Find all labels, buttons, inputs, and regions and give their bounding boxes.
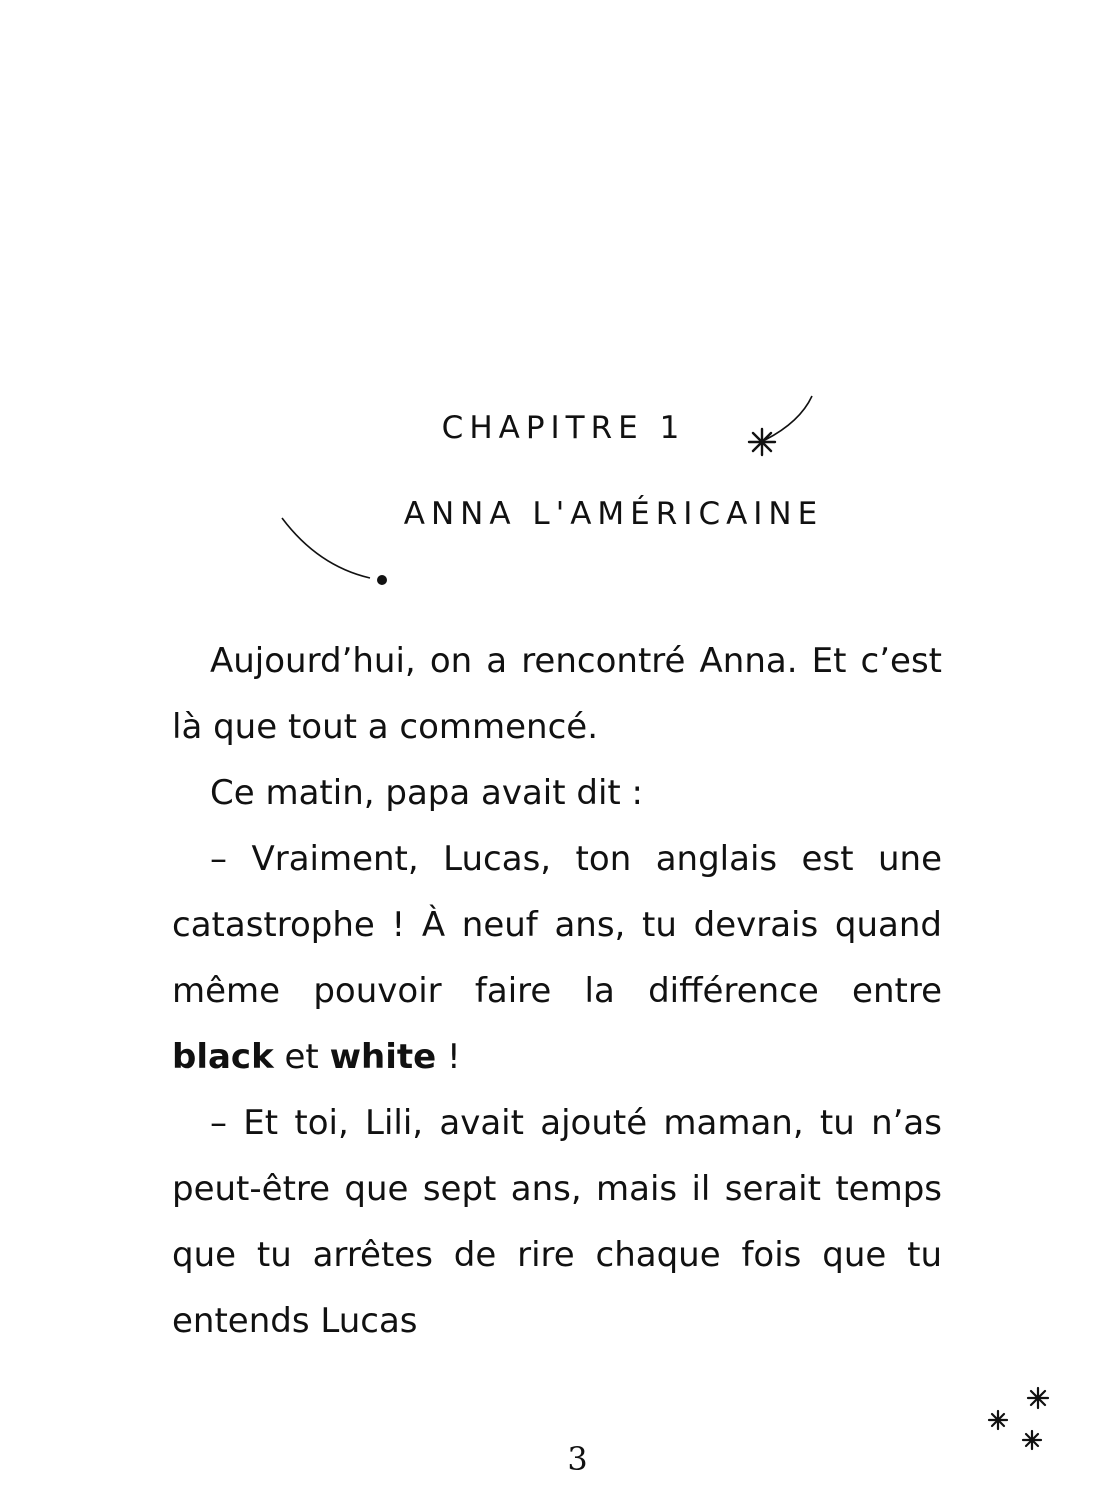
body-text — [172, 628, 942, 1354]
paragraph-2: Ce matin, papa avait dit : — [210, 773, 644, 813]
paragraph-3-text-c: ! — [436, 1037, 461, 1077]
paragraph-1: Aujourd’hui, on a rencontré Anna. Et c’est là que tout a commencé. — [172, 641, 942, 747]
paragraph-3 — [172, 826, 942, 1090]
chapter-label: CHAPITRE 1 — [441, 410, 686, 446]
arc-with-dot-icon — [278, 514, 398, 594]
bold-word-black: black — [172, 1037, 274, 1077]
paragraph-3-text-a: – Vraiment, Lucas, ton anglais est une catastrophe ! À neuf ans, tu devrais quand même pouvoir faire la différence entre — [172, 839, 942, 1011]
shooting-star-icon — [740, 392, 820, 464]
paragraph-3-text-b: et — [273, 1037, 330, 1077]
bold-word-white: white — [329, 1037, 437, 1077]
chapter-title: ANNA L'AMÉRICAINE — [403, 496, 824, 532]
paragraph-4: – Et toi, Lili, avait ajouté maman, tu n’as peut-être que sept ans, mais il serait temps que tu arrêtes de rire chaque fois que tu entends Lucas — [172, 1103, 942, 1341]
sparkle-stars-icon — [984, 1384, 1054, 1454]
page-number: 3 — [567, 1440, 588, 1478]
